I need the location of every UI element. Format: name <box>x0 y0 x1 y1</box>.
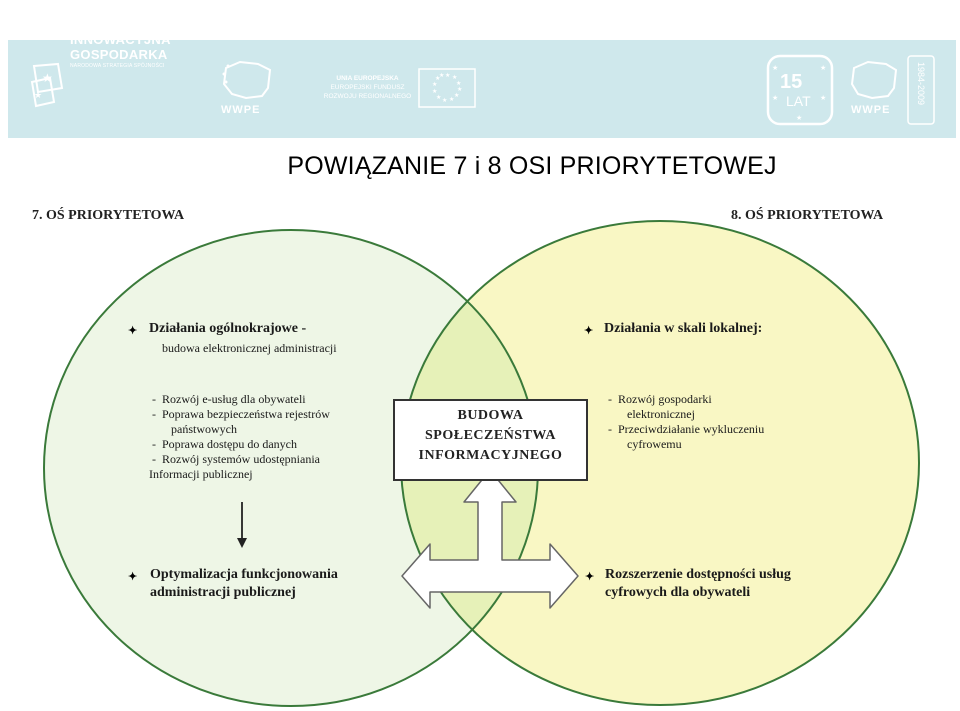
item-text-cont: Informacji publicznej <box>149 467 253 481</box>
axis8-bottom-line2: cyfrowych dla obywateli <box>605 585 751 600</box>
logo-line-3: NARODOWA STRATEGIA SPÓJNOŚCI <box>70 63 165 69</box>
svg-text:★: ★ <box>796 114 803 122</box>
svg-text:★: ★ <box>457 86 463 93</box>
list-item <box>608 422 764 437</box>
item-text: Poprawa bezpieczeństwa rejestrów <box>162 407 330 421</box>
bullet-icon: ✦ <box>128 325 138 337</box>
svg-text:★: ★ <box>34 91 43 101</box>
item-text: Rozwój systemów udostępniania <box>162 452 320 466</box>
item-marker: - <box>152 407 156 421</box>
svg-text:★: ★ <box>452 74 458 81</box>
eu-line-1: UNIA EUROPEJSKA <box>336 75 399 82</box>
axis8-top-line1: Działania w skali lokalnej: <box>604 321 763 336</box>
svg-text:★: ★ <box>436 94 442 101</box>
axis7-bottom-bullet <box>150 566 338 602</box>
axis8-bottom-bullet <box>605 566 791 602</box>
axis7-top-line2: budowa elektronicznej administracji <box>162 341 337 355</box>
bullet-icon: ✦ <box>128 571 138 583</box>
wwpe-logo-text-2: WWPE <box>851 104 891 116</box>
badge-number: 15 <box>780 71 803 93</box>
years-text: 1984-2009 <box>916 62 926 106</box>
eu-line-2: EUROPEJSKI FUNDUSZ <box>330 84 405 91</box>
axis7-bottom-line2: administracji publicznej <box>150 585 296 600</box>
wwpe-logo-text: WWPE <box>221 104 261 116</box>
item-marker: - <box>608 392 612 406</box>
svg-text:★: ★ <box>820 94 827 102</box>
axis7-heading: 7. OŚ PRIORYTETOWA <box>32 208 185 223</box>
bullet-icon: ✦ <box>585 571 595 583</box>
svg-text:★: ★ <box>772 94 779 102</box>
list-item <box>608 392 764 407</box>
page-title: POWIĄZANIE 7 i 8 OSI PRIORYTETOWEJ <box>287 152 777 180</box>
svg-text:★: ★ <box>432 81 438 88</box>
list-item <box>152 452 330 467</box>
badge-word: LAT <box>786 93 811 109</box>
item-text: Poprawa dostępu do danych <box>162 437 297 451</box>
item-marker: - <box>152 392 156 406</box>
center-line2: SPOŁECZEŃSTWA <box>425 428 556 443</box>
list-item <box>152 392 330 407</box>
item-text: Rozwój e-usług dla obywateli <box>162 392 306 406</box>
bullet-icon: ✦ <box>584 325 594 337</box>
svg-text:★: ★ <box>435 75 441 82</box>
logo-line-1: INNOWACYJNA <box>70 32 171 47</box>
item-marker: - <box>608 422 612 436</box>
svg-text:★: ★ <box>772 64 779 72</box>
logo-line-2: GOSPODARKA <box>70 47 168 62</box>
list-item-cont <box>608 437 764 452</box>
item-text-cont: elektronicznej <box>627 407 695 421</box>
axis7-bottom-line1: Optymalizacja funkcjonowania <box>150 567 338 582</box>
svg-text:★: ★ <box>432 88 438 95</box>
center-line1: BUDOWA <box>457 408 524 423</box>
axis7-top-bullet <box>149 320 306 338</box>
svg-text:★: ★ <box>442 97 448 104</box>
svg-text:★: ★ <box>445 72 451 79</box>
list-item-cont <box>608 407 764 422</box>
center-box <box>393 399 588 481</box>
svg-text:★: ★ <box>820 64 827 72</box>
svg-text:★: ★ <box>454 92 460 99</box>
axis7-top-line1: Działania ogólnokrajowe - <box>149 321 307 336</box>
eu-line-3: ROZWOJU REGIONALNEGO <box>323 93 412 100</box>
axis8-heading: 8. OŚ PRIORYTETOWA <box>731 208 884 223</box>
svg-text:★: ★ <box>456 80 462 87</box>
list-item-cont <box>152 422 330 437</box>
list-item <box>152 437 330 452</box>
svg-text:★: ★ <box>439 72 445 79</box>
item-marker: - <box>152 437 156 451</box>
item-marker: - <box>152 452 156 466</box>
item-text-cont: cyfrowemu <box>627 437 682 451</box>
axis7-item-list <box>149 392 330 482</box>
center-line3: INFORMACYJNEGO <box>418 448 563 463</box>
list-item-cont <box>149 467 330 482</box>
svg-text:★: ★ <box>449 96 455 103</box>
list-item <box>152 407 330 422</box>
svg-text:★: ★ <box>42 71 53 85</box>
axis8-item-list <box>608 392 764 452</box>
item-text: Przeciwdziałanie wykluczeniu <box>618 422 765 436</box>
item-text: Rozwój gospodarki <box>618 392 712 406</box>
item-text-cont: państwowych <box>171 422 237 436</box>
axis8-bottom-line1: Rozszerzenie dostępności usług <box>605 567 791 582</box>
